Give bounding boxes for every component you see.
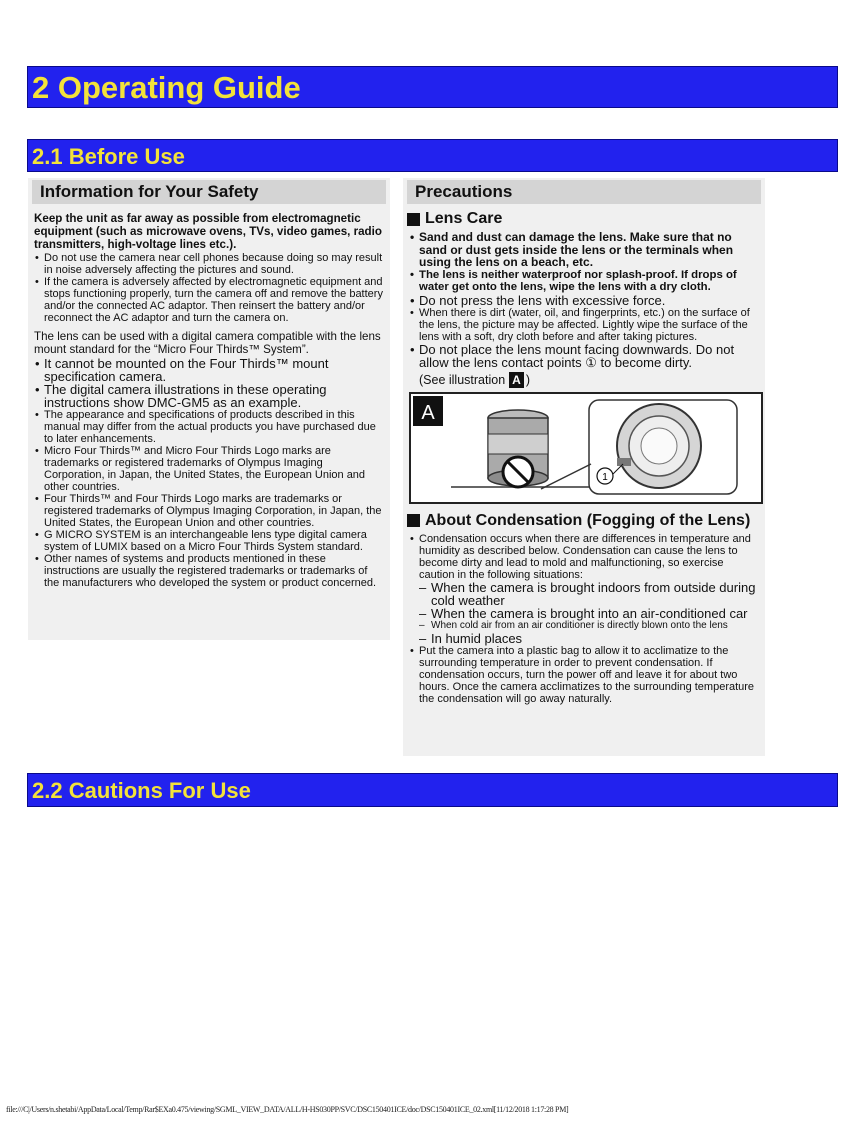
see-illustration-close: ) bbox=[525, 372, 530, 387]
list-item: • When there is dirt (water, oil, and fingerprints, etc.) on the surface of the lens, the picture may be affected. Lightly wipe the surface of the lens with a soft, dry cloth before and after taking pictures. bbox=[409, 307, 759, 343]
list-item: • Do not place the lens mount facing downwards. Do not allow the lens contact points ① to become dirty. bbox=[409, 343, 759, 369]
precautions-heading: Precautions bbox=[407, 180, 761, 204]
illustration-label: A bbox=[421, 401, 435, 424]
see-illustration-text: (See illustration bbox=[419, 372, 506, 387]
lens-illustration bbox=[409, 392, 763, 504]
section-title-cautions: 2.2 Cautions For Use bbox=[32, 778, 251, 803]
see-illustration-line bbox=[419, 372, 759, 388]
section-banner-before-use bbox=[27, 139, 838, 172]
callout-number: 1 bbox=[602, 471, 608, 483]
section-title-main: 2 Operating Guide bbox=[32, 70, 301, 105]
precautions-column bbox=[403, 178, 765, 756]
section-banner-operating-guide bbox=[27, 66, 838, 108]
list-item-dash: – When cold air from an air conditioner is directly blown onto the lens bbox=[409, 620, 759, 632]
list-item: • Other names of systems and products mentioned in these instructions are usually the registered trademarks or trademarks of the manufacturers who developed the system or product concerned. bbox=[34, 553, 384, 589]
prohibited-icon bbox=[503, 457, 533, 487]
safety-bullets-2 bbox=[34, 357, 384, 589]
list-item-dash: – When the camera is brought indoors from outside during cold weather bbox=[409, 581, 759, 607]
square-bullet-icon bbox=[407, 213, 420, 226]
list-item: • Micro Four Thirds™ and Micro Four Thirds Logo marks are trademarks or registered trademarks of Olympus Imaging Corporation, in Japan, the United States, the European Union and other countries. bbox=[34, 445, 384, 493]
safety-paragraph: The lens can be used with a digital camera compatible with the lens mount standard for the “Micro Four Thirds™ System”. bbox=[34, 330, 381, 356]
condensation-heading bbox=[407, 512, 761, 530]
list-item: • The digital camera illustrations in these operating instructions show DMC-GM5 as an example. bbox=[34, 383, 384, 409]
list-item-dash: – When the camera is brought into an air-conditioned car bbox=[409, 607, 759, 620]
list-item: • Put the camera into a plastic bag to allow it to acclimatize to the surrounding temperature in order to prevent condensation. If condensation occurs, turn the power off and leave it for about two hours. Once the camera acclimatizes to the surrounding temperature the condensation will go away naturally. bbox=[409, 645, 759, 705]
safety-intro: Keep the unit as far away as possible from electromagnetic equipment (such as microwave ovens, TVs, video games, radio transmitters, high-voltage lines etc.). bbox=[34, 212, 382, 251]
list-item-dash: – In humid places bbox=[409, 632, 759, 645]
lens-mount-drawing bbox=[411, 394, 761, 502]
safety-column bbox=[28, 178, 390, 640]
section-title-before-use: 2.1 Before Use bbox=[32, 144, 185, 169]
list-item: • The appearance and specifications of products described in this manual may differ from the actual products you have purchased due to later enhancements. bbox=[34, 409, 384, 445]
list-item: • It cannot be mounted on the Four Thirds™ mount specification camera. bbox=[34, 357, 384, 383]
lens-care-heading bbox=[407, 210, 761, 228]
lens-care-title: Lens Care bbox=[425, 210, 503, 227]
list-item: • G MICRO SYSTEM is an interchangeable lens type digital camera system of LUMIX based on a Micro Four Thirds System standard. bbox=[34, 529, 384, 553]
square-bullet-icon bbox=[407, 514, 420, 527]
list-item: • Four Thirds™ and Four Thirds Logo marks are trademarks or registered trademarks of Olympus Imaging Corporation, in Japan, the United States, the European Union and other countries. bbox=[34, 493, 384, 529]
condensation-title: About Condensation (Fogging of the Lens) bbox=[425, 511, 751, 529]
list-item: • If the camera is adversely affected by electromagnetic equipment and stops functioning properly, turn the camera off and remove the battery and/or the connected AC adaptor. Then reinsert the battery and/or reconnect the AC adaptor and turn the camera on. bbox=[34, 276, 384, 324]
footer-file-path: file:///C|/Users/n.shetabi/AppData/Local/Temp/Rar$EXa0.475/viewing/SGML_VIEW_DATA/ALL/H-HS030PP/SVC/DSC150401ICE/doc/DSC150401ICE_02.xml[11/12/2018 1:17:28 PM] bbox=[6, 1105, 569, 1114]
list-item: • Do not use the camera near cell phones because doing so may result in noise adversely affecting the pictures and sound. bbox=[34, 252, 384, 276]
lens-care-list bbox=[409, 231, 759, 369]
lens-mount-closeup-icon bbox=[541, 400, 737, 494]
safety-heading: Information for Your Safety bbox=[32, 180, 386, 204]
list-item: • Do not press the lens with excessive force. bbox=[409, 294, 759, 307]
list-item: • Sand and dust can damage the lens. Make sure that no sand or dust gets inside the lens or the terminals when using the lens on a beach, etc. bbox=[409, 231, 759, 269]
condensation-list bbox=[409, 533, 759, 705]
list-item: • The lens is neither waterproof nor splash-proof. If drops of water get onto the lens, wipe the lens with a dry cloth. bbox=[409, 269, 759, 294]
safety-bullets-1 bbox=[34, 252, 384, 324]
section-banner-cautions bbox=[27, 773, 838, 807]
list-item: • Condensation occurs when there are differences in temperature and humidity as described below. Condensation can cause the lens to become dirty and lead to mold and malfunctioning, so exercise caution in the following situations: bbox=[409, 533, 759, 581]
illustration-badge: A bbox=[509, 372, 524, 388]
